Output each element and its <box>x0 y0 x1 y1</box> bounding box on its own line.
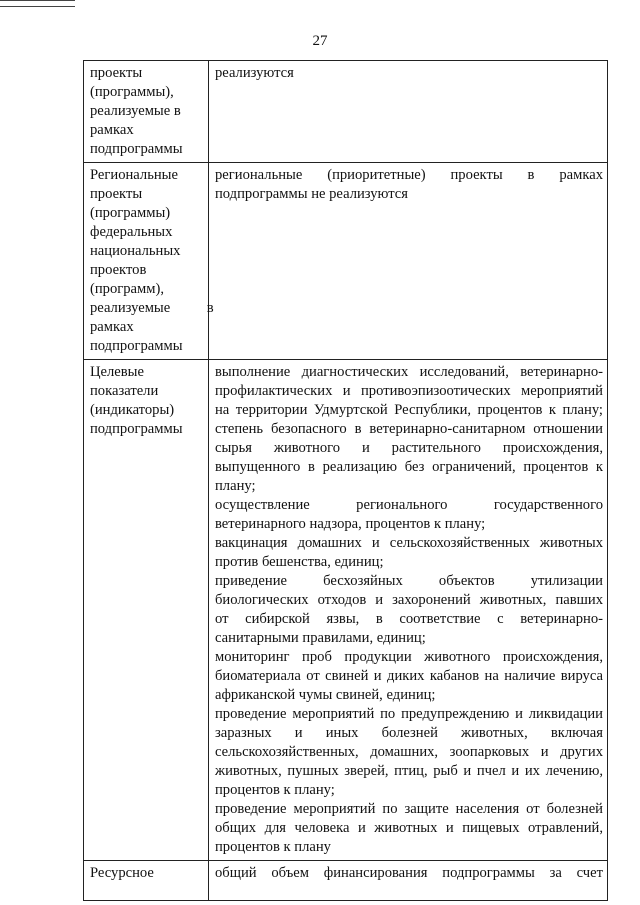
row-content-line: вакцинация домашних и сельскохозяйственных животных <box>215 535 603 551</box>
subprogram-passport-table <box>83 60 608 901</box>
row-content-line: выпущенного в реализацию без ограничений, процентов к <box>215 459 603 475</box>
scan-edge-mark <box>0 0 75 7</box>
row-content-line: животных, пушных зверей, птиц, рыб и пчел и их лечению, <box>215 763 603 779</box>
table-row <box>84 163 608 360</box>
row-content-cell <box>209 861 608 901</box>
row-label-line: Региональные <box>90 167 178 183</box>
row-label-cell <box>84 61 209 163</box>
row-label-line: национальных <box>90 243 181 259</box>
row-label-cell <box>84 163 214 360</box>
row-label-cell <box>84 861 209 901</box>
row-content-line: биологических отходов и захоронений животных, павших <box>215 592 603 608</box>
row-content-line: ветеринарного надзора, процентов к плану; <box>215 516 486 532</box>
row-content-line: от сибирской язвы, в соответствие с ветеринарно- <box>215 611 603 627</box>
row-label-line: (программы), <box>90 84 174 100</box>
row-label-line: подпрограммы <box>90 421 183 437</box>
row-content-line: процентов к плану; <box>215 782 335 798</box>
row-label-line: проекты <box>90 186 143 202</box>
row-label-cell <box>84 360 209 861</box>
row-content-line: биоматериала от свиней и диких кабанов на наличие вируса <box>215 668 603 684</box>
table-row <box>84 861 608 901</box>
row-content-line: процентов к плану <box>215 839 331 855</box>
row-content-line: проведение мероприятий по предупреждению и ликвидации <box>215 706 603 722</box>
row-label-line: Ресурсное <box>90 865 154 881</box>
row-label-line: (программы) <box>90 205 171 221</box>
row-label-line: (программ), <box>90 281 165 297</box>
row-content-line: осуществление регионального государственного <box>215 497 603 513</box>
row-content-line: общих для человека и животных и пищевых отравлений, <box>215 820 603 836</box>
row-content-line: общий объем финансирования подпрограммы за счет <box>215 865 603 881</box>
row-content-line: приведение бесхозяйных объектов утилизации <box>215 573 603 589</box>
row-content-line: проведение мероприятий по защите населения от болезней <box>215 801 603 817</box>
page-number: 27 <box>312 33 328 49</box>
row-content-cell <box>209 163 608 360</box>
row-content-line: реализуются <box>215 65 294 81</box>
row-content-line: сельскохозяйственных, домашних, зоопарковых и других <box>215 744 603 760</box>
row-label-line: реализуемые в <box>90 103 181 119</box>
row-content-line: профилактических и противоэпизоотических мероприятий <box>215 383 603 399</box>
row-content-cell <box>209 360 608 861</box>
row-label-line: проектов <box>90 262 147 278</box>
row-content-line: африканской чумы свиней, единиц; <box>215 687 436 703</box>
row-content-line: степень безопасного в ветеринарно-санитарном отношении <box>215 421 603 437</box>
row-content-line: сырья животного и растительного происхождения, <box>215 440 603 456</box>
row-content-line: против бешенства, единиц; <box>215 554 384 570</box>
row-label-line: показатели <box>90 383 159 399</box>
row-label-line: рамках <box>90 319 134 335</box>
row-label-line: рамках <box>90 122 134 138</box>
row-content-line: плану; <box>215 478 256 494</box>
table-row <box>84 360 608 861</box>
row-content-line: подпрограммы не реализуются <box>215 186 408 202</box>
row-label-line: (индикаторы) <box>90 402 175 418</box>
row-label-line: подпрограммы <box>90 141 183 157</box>
row-content-line: на территории Удмуртской Республики, процентов к плану; <box>215 402 603 418</box>
row-content-cell <box>209 61 608 163</box>
row-content-line: мониторинг проб продукции животного происхождения, <box>215 649 603 665</box>
row-label-line: реализуемые в <box>90 300 214 316</box>
row-content-line: выполнение диагностических исследований, ветеринарно- <box>215 364 603 380</box>
row-label-line: проекты <box>90 65 143 81</box>
row-content-line: региональные (приоритетные) проекты в рамках <box>215 167 603 183</box>
row-label-line: Целевые <box>90 364 144 380</box>
row-content-line: санитарными правилами, единиц; <box>215 630 426 646</box>
table-row <box>84 61 608 163</box>
row-label-line: федеральных <box>90 224 173 240</box>
row-content-line: заразных и иных болезней животных, включая <box>215 725 603 741</box>
row-label-line: подпрограммы <box>90 338 183 354</box>
